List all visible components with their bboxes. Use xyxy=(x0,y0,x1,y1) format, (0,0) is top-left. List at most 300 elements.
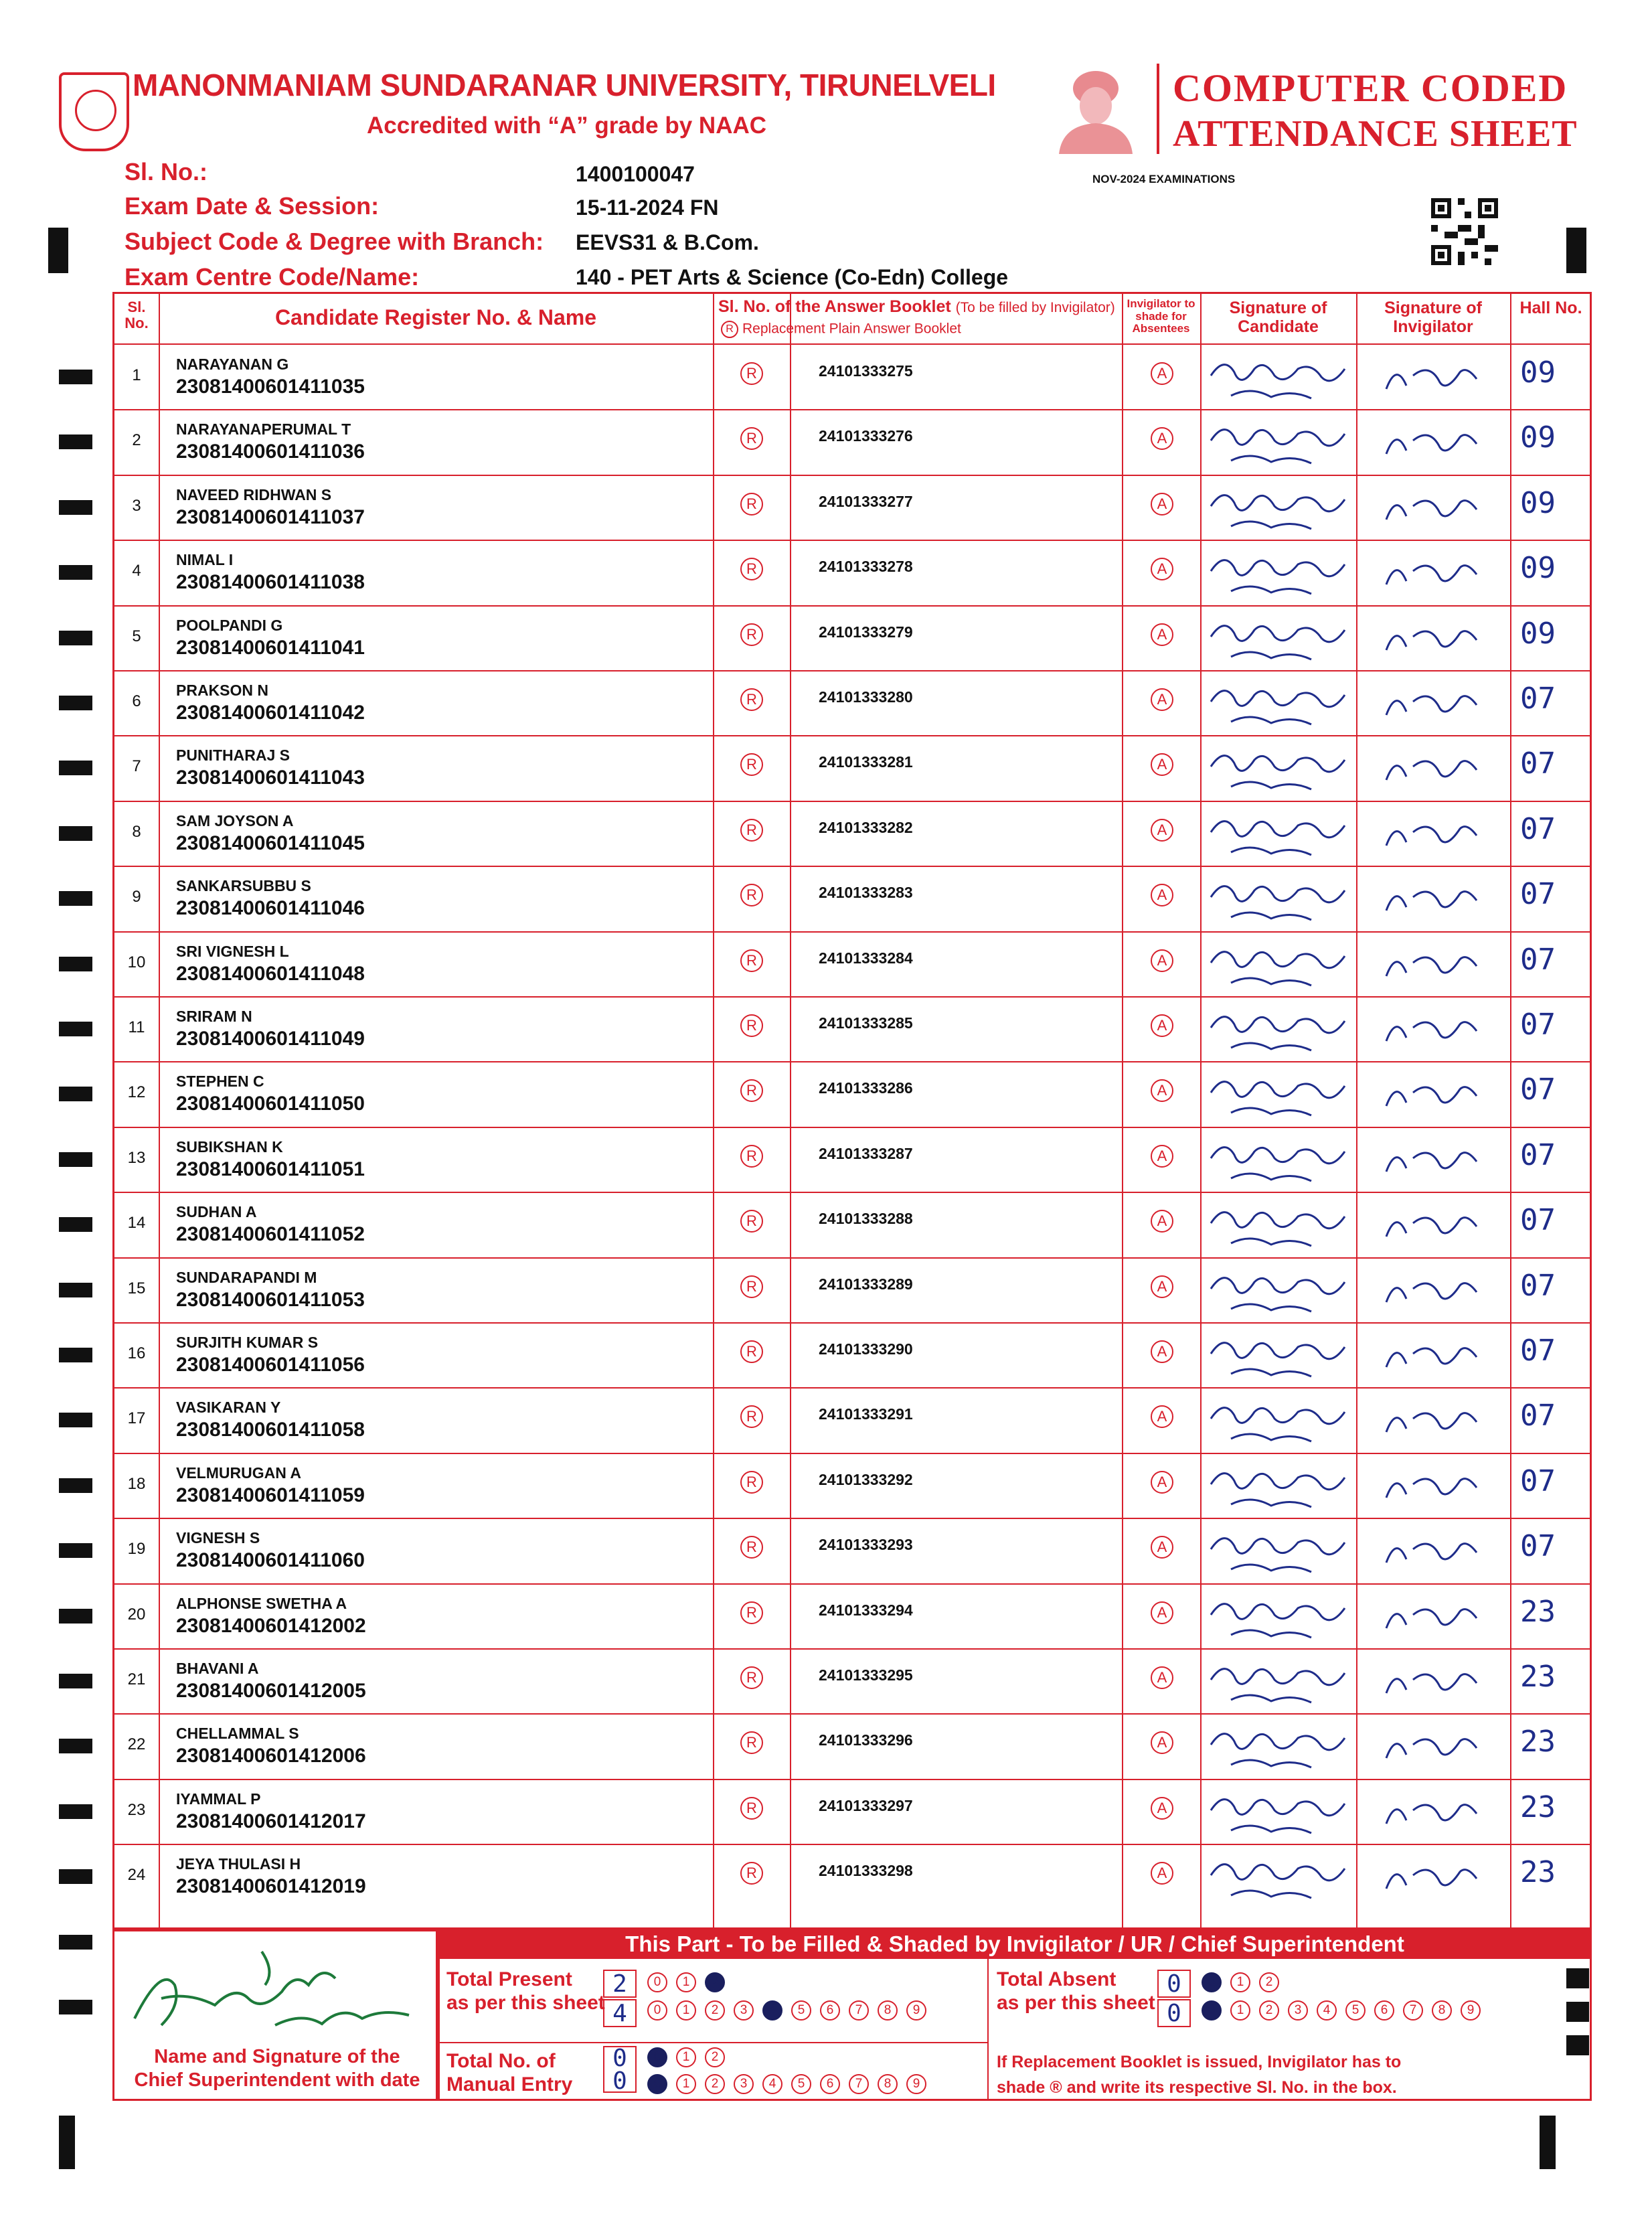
answer-booklet-no: 24101333288 xyxy=(819,1210,913,1228)
bubble-2[interactable]: 2 xyxy=(705,2047,725,2067)
absentee-bubble[interactable]: A xyxy=(1151,1340,1173,1363)
answer-booklet-no: 24101333283 xyxy=(819,884,913,902)
absentee-bubble[interactable]: A xyxy=(1151,1471,1173,1494)
hall-no: 23 xyxy=(1520,1725,1556,1759)
table-row xyxy=(114,1258,1590,1323)
row-sl-no: 15 xyxy=(127,1279,146,1297)
bubble-3[interactable]: 3 xyxy=(734,2000,754,2021)
invigilator-signature xyxy=(1366,1653,1500,1711)
hall-no: 09 xyxy=(1520,355,1556,390)
invigilator-signature xyxy=(1366,1001,1500,1058)
candidate-signature xyxy=(1204,1392,1351,1449)
row-sl-no: 1 xyxy=(132,366,141,384)
candidate-name: POOLPANDI G xyxy=(176,616,283,634)
replacement-bubble[interactable]: R xyxy=(740,1731,763,1754)
replacement-bubble[interactable]: R xyxy=(740,1536,763,1559)
total-present-tens-bubbles[interactable] xyxy=(647,1972,734,1992)
answer-booklet-no: 24101333293 xyxy=(819,1536,913,1554)
university-name: MANONMANIAM SUNDARANAR UNIVERSITY, TIRUNELVELI xyxy=(133,68,996,102)
candidate-name: CHELLAMMAL S xyxy=(176,1725,299,1743)
absentee-bubble[interactable]: A xyxy=(1151,1601,1173,1624)
subject-label: Subject Code & Degree with Branch: xyxy=(125,228,544,255)
bubble-0[interactable]: 0 xyxy=(647,1972,667,1992)
answer-booklet-no: 24101333282 xyxy=(819,818,913,836)
candidate-register-no: 23081400601411050 xyxy=(176,1093,365,1115)
total-present-digit-tens[interactable]: 2 xyxy=(603,1970,637,1998)
bubble-8[interactable]: 8 xyxy=(1432,2000,1452,2021)
invigilator-signature xyxy=(1366,1392,1500,1449)
header-hall-no: Hall No. xyxy=(1519,299,1582,317)
table-row xyxy=(114,606,1590,671)
invigilator-signature xyxy=(1366,610,1500,667)
bubble-0[interactable]: 0 xyxy=(1202,2000,1222,2021)
replacement-bubble[interactable]: R xyxy=(740,493,763,516)
candidate-signature xyxy=(1204,610,1351,667)
candidate-name: SRI VIGNESH L xyxy=(176,942,289,960)
absentee-bubble[interactable]: A xyxy=(1151,1210,1173,1233)
absentee-bubble[interactable]: A xyxy=(1151,1666,1173,1689)
row-sl-no: 12 xyxy=(127,1083,146,1102)
replacement-bubble[interactable]: R xyxy=(740,688,763,711)
candidate-name: SANKARSUBBU S xyxy=(176,877,311,895)
absentee-bubble[interactable]: A xyxy=(1151,1145,1173,1168)
bubble-4[interactable]: 4 xyxy=(762,2074,782,2094)
bubble-2[interactable]: 2 xyxy=(705,2000,725,2021)
row-sl-no: 8 xyxy=(132,822,141,841)
candidate-register-no: 23081400601411036 xyxy=(176,441,365,463)
candidate-register-no: 23081400601412006 xyxy=(176,1745,366,1767)
timing-mark xyxy=(59,1609,92,1624)
table-row xyxy=(114,1584,1590,1649)
bubble-0[interactable]: 0 xyxy=(1202,1972,1222,1992)
candidate-signature xyxy=(1204,1653,1351,1711)
qr-code xyxy=(1431,198,1498,265)
replacement-note: If Replacement Booklet is issued, Invigilator has to shade ® and write its respective Sl. No. in the box. xyxy=(997,2053,1402,2097)
candidate-name: BHAVANI A xyxy=(176,1660,259,1677)
total-present-units-bubbles[interactable] xyxy=(647,2000,935,2021)
candidate-register-no: 23081400601411051 xyxy=(176,1158,365,1180)
table-row xyxy=(114,801,1590,866)
candidate-signature xyxy=(1204,1718,1351,1775)
invigilator-signature xyxy=(1366,1848,1500,1906)
candidate-name: IYAMMAL P xyxy=(176,1790,261,1808)
replacement-bubble[interactable]: R xyxy=(740,1145,763,1168)
total-absent-digit-tens[interactable]: 0 xyxy=(1157,1970,1191,1998)
candidate-signature xyxy=(1204,740,1351,797)
total-present-digit-units[interactable]: 4 xyxy=(603,1999,637,2027)
row-sl-no: 4 xyxy=(132,562,141,580)
candidate-signature xyxy=(1204,870,1351,928)
candidate-register-no: 23081400601411059 xyxy=(176,1484,365,1506)
bubble-9[interactable]: 9 xyxy=(906,2000,926,2021)
manual-entry-digits[interactable]: 0 0 xyxy=(603,2046,637,2093)
absentee-bubble[interactable]: A xyxy=(1151,1862,1173,1885)
bubble-6[interactable]: 6 xyxy=(820,2000,840,2021)
bubble-0[interactable]: 0 xyxy=(647,2000,667,2021)
bubble-9[interactable]: 9 xyxy=(906,2074,926,2094)
bubble-0[interactable]: 0 xyxy=(647,2047,667,2067)
manual-entry-tens-bubbles[interactable] xyxy=(647,2047,734,2067)
table-row xyxy=(114,997,1590,1062)
answer-booklet-no: 24101333277 xyxy=(819,492,913,510)
invigilator-signature xyxy=(1366,544,1500,602)
absentee-bubble[interactable]: A xyxy=(1151,427,1173,450)
bubble-5[interactable]: 5 xyxy=(791,2074,811,2094)
absentee-bubble[interactable]: A xyxy=(1151,688,1173,711)
candidate-name: JEYA THULASI H xyxy=(176,1855,301,1873)
candidate-name: SUBIKSHAN K xyxy=(176,1137,283,1156)
row-sl-no: 2 xyxy=(132,431,141,450)
answer-booklet-no: 24101333278 xyxy=(819,558,913,576)
candidate-name: SUNDARAPANDI M xyxy=(176,1268,317,1286)
hall-no: 09 xyxy=(1520,485,1556,520)
sl-no-label: Sl. No.: xyxy=(125,158,208,185)
invigilator-section xyxy=(112,1929,1592,2102)
timing-mark xyxy=(59,1348,92,1362)
answer-booklet-no: 24101333284 xyxy=(819,949,913,967)
row-sl-no: 6 xyxy=(132,692,141,710)
hall-no: 07 xyxy=(1520,1399,1556,1433)
hall-no: 23 xyxy=(1520,1790,1556,1824)
timing-mark xyxy=(59,370,92,384)
hall-no: 07 xyxy=(1520,1463,1556,1498)
timing-mark xyxy=(59,1869,92,1884)
candidate-register-no: 23081400601411042 xyxy=(176,702,365,724)
bubble-2[interactable]: 2 xyxy=(1259,2000,1279,2021)
bubble-6[interactable]: 6 xyxy=(820,2074,840,2094)
timing-mark xyxy=(59,696,92,710)
invigilator-signature xyxy=(1366,1784,1500,1841)
candidate-name: VASIKARAN Y xyxy=(176,1399,281,1417)
timing-mark xyxy=(48,228,68,273)
manual-entry-units-bubbles[interactable] xyxy=(647,2074,935,2094)
answer-booklet-no: 24101333285 xyxy=(819,1014,913,1032)
candidate-register-no: 23081400601412017 xyxy=(176,1810,366,1832)
replacement-bubble[interactable]: R xyxy=(740,1014,763,1037)
candidate-signature xyxy=(1204,805,1351,863)
bubble-3[interactable]: 3 xyxy=(1288,2000,1308,2021)
table-row xyxy=(114,1062,1590,1127)
sl-no-value: 1400100047 xyxy=(576,162,695,186)
timing-mark xyxy=(59,1217,92,1232)
invigilator-signature xyxy=(1366,349,1500,406)
candidate-name: VELMURUGAN A xyxy=(176,1463,301,1482)
timing-mark xyxy=(59,434,92,449)
candidate-signature xyxy=(1204,675,1351,732)
replacement-bubble[interactable]: R xyxy=(740,1666,763,1689)
header-invigilator-shade: Invigilator to shade for Absentees xyxy=(1127,297,1195,335)
table-row xyxy=(114,1518,1590,1583)
chief-superintendent-label: Name and Signature of the Chief Superintendent with date xyxy=(134,2046,420,2091)
timing-mark xyxy=(59,1413,92,1427)
replacement-bubble[interactable]: R xyxy=(740,1210,763,1233)
bubble-6[interactable]: 6 xyxy=(1374,2000,1394,2021)
invigilator-signature xyxy=(1366,1131,1500,1189)
candidate-register-no: 23081400601411041 xyxy=(176,636,365,659)
portrait-image xyxy=(1052,62,1139,154)
candidate-register-no: 23081400601411052 xyxy=(176,1223,365,1246)
absentee-bubble[interactable]: A xyxy=(1151,819,1173,842)
timing-mark xyxy=(59,2116,75,2169)
absentee-bubble[interactable]: A xyxy=(1151,1014,1173,1037)
exam-date-value: 15-11-2024 FN xyxy=(576,195,719,220)
bubble-1[interactable]: 1 xyxy=(676,1972,696,1992)
candidate-register-no: 23081400601411049 xyxy=(176,1028,365,1050)
hall-no: 09 xyxy=(1520,616,1556,651)
invigilator-signature xyxy=(1366,870,1500,928)
invigilator-signature xyxy=(1366,1457,1500,1515)
timing-mark xyxy=(59,1087,92,1101)
bubble-1[interactable]: 1 xyxy=(1230,2000,1250,2021)
table-row xyxy=(114,410,1590,475)
answer-booklet-no: 24101333294 xyxy=(819,1601,913,1619)
total-absent-units-bubbles[interactable] xyxy=(1202,2000,1489,2021)
answer-booklet-no: 24101333287 xyxy=(819,1144,913,1162)
candidate-signature xyxy=(1204,414,1351,471)
bubble-4[interactable]: 4 xyxy=(762,2000,782,2021)
section-title-bar: This Part - To be Filled & Shaded by Invigilator / UR / Chief Superintendent xyxy=(438,1929,1592,1959)
bubble-3[interactable]: 3 xyxy=(734,2074,754,2094)
table-row xyxy=(114,1714,1590,1779)
chief-superintendent-signature xyxy=(121,1945,429,2039)
candidate-signature xyxy=(1204,479,1351,537)
table-row xyxy=(114,932,1590,997)
row-sl-no: 7 xyxy=(132,757,141,776)
candidate-signature xyxy=(1204,1196,1351,1254)
header-booklet: Sl. No. of the Answer Booklet (To be filled by Invigilator) xyxy=(718,297,1115,316)
candidate-name: PUNITHARAJ S xyxy=(176,746,290,765)
candidate-register-no: 23081400601411038 xyxy=(176,571,365,594)
invigilator-signature xyxy=(1366,805,1500,863)
table-row xyxy=(114,1844,1590,1909)
answer-booklet-no: 24101333297 xyxy=(819,1796,913,1814)
table-row xyxy=(114,345,1590,410)
bubble-1[interactable]: 1 xyxy=(676,2074,696,2094)
candidate-name: SUDHAN A xyxy=(176,1203,257,1221)
candidate-name: NIMAL I xyxy=(176,551,234,569)
candidate-register-no: 23081400601411043 xyxy=(176,767,365,789)
candidate-register-no: 23081400601411037 xyxy=(176,505,365,528)
absentee-bubble[interactable]: A xyxy=(1151,1405,1173,1428)
table-row xyxy=(114,671,1590,736)
hall-no: 07 xyxy=(1520,682,1556,716)
bubble-8[interactable]: 8 xyxy=(878,2000,898,2021)
candidate-signature xyxy=(1204,1784,1351,1841)
row-sl-no: 21 xyxy=(127,1670,146,1688)
candidate-name: PRAKSON N xyxy=(176,682,269,699)
replacement-bubble[interactable]: R xyxy=(740,427,763,450)
timing-mark xyxy=(59,1478,92,1493)
candidate-signature xyxy=(1204,1457,1351,1515)
table-row xyxy=(114,1323,1590,1388)
row-sl-no: 20 xyxy=(127,1605,146,1624)
timing-mark xyxy=(59,891,92,906)
bubble-7[interactable]: 7 xyxy=(849,2074,869,2094)
candidate-name: SRIRAM N xyxy=(176,1008,252,1025)
replacement-bubble[interactable]: R xyxy=(740,1275,763,1298)
row-sl-no: 11 xyxy=(128,1018,145,1036)
absentee-bubble[interactable]: A xyxy=(1151,558,1173,580)
replacement-bubble[interactable]: R xyxy=(740,1471,763,1494)
manual-entry-label: Total No. of Manual Entry xyxy=(446,2050,573,2095)
row-sl-no: 23 xyxy=(127,1800,146,1819)
row-sl-no: 3 xyxy=(132,496,141,515)
answer-booklet-no: 24101333279 xyxy=(819,623,913,641)
candidate-name: NARAYANAN G xyxy=(176,355,289,373)
candidate-register-no: 23081400601411045 xyxy=(176,832,365,854)
answer-booklet-no: 24101333292 xyxy=(819,1470,913,1488)
candidate-signature xyxy=(1204,1848,1351,1906)
candidate-signature xyxy=(1204,1066,1351,1123)
header-replacement: R Replacement Plain Answer Booklet xyxy=(713,321,1130,338)
hall-no: 09 xyxy=(1520,420,1556,455)
replacement-bubble[interactable]: R xyxy=(740,819,763,842)
hall-no: 07 xyxy=(1520,1073,1556,1107)
timing-mark xyxy=(59,2000,92,2014)
table-row xyxy=(114,1127,1590,1192)
hall-no: 23 xyxy=(1520,1594,1556,1629)
absentee-bubble[interactable]: A xyxy=(1151,884,1173,906)
answer-booklet-no: 24101333286 xyxy=(819,1079,913,1097)
absentee-bubble[interactable]: A xyxy=(1151,1536,1173,1559)
header-invigilator-signature: Signature of Invigilator xyxy=(1384,299,1482,336)
header-divider xyxy=(1157,64,1159,154)
table-row xyxy=(114,736,1590,801)
candidate-register-no: 23081400601412019 xyxy=(176,1875,366,1898)
exam-session-tag: NOV-2024 EXAMINATIONS xyxy=(1092,173,1236,185)
total-absent-digit-units[interactable]: 0 xyxy=(1157,1999,1191,2027)
candidate-signature xyxy=(1204,1262,1351,1320)
candidate-signature xyxy=(1204,936,1351,994)
invigilator-signature xyxy=(1366,936,1500,994)
hall-no: 07 xyxy=(1520,811,1556,846)
candidate-register-no: 23081400601412005 xyxy=(176,1680,366,1702)
answer-booklet-no: 24101333289 xyxy=(819,1275,913,1293)
table-row xyxy=(114,866,1590,931)
bubble-7[interactable]: 7 xyxy=(1403,2000,1423,2021)
candidate-register-no: 23081400601411056 xyxy=(176,1354,365,1376)
invigilator-signature xyxy=(1366,479,1500,537)
bubble-0[interactable]: 0 xyxy=(647,2074,667,2094)
absentee-bubble[interactable]: A xyxy=(1151,493,1173,516)
timing-mark xyxy=(59,1804,92,1819)
timing-mark xyxy=(1540,2116,1556,2169)
sheet-title-line1: COMPUTER CODED xyxy=(1173,66,1568,110)
absentee-bubble[interactable]: A xyxy=(1151,753,1173,776)
row-sl-no: 17 xyxy=(127,1409,146,1428)
answer-booklet-no: 24101333298 xyxy=(819,1862,913,1880)
answer-booklet-no: 24101333296 xyxy=(819,1731,913,1749)
table-row xyxy=(114,1649,1590,1714)
replacement-bubble[interactable]: R xyxy=(740,949,763,972)
timing-mark xyxy=(59,1022,92,1036)
bubble-5[interactable]: 5 xyxy=(791,2000,811,2021)
centre-value: 140 - PET Arts & Science (Co-Edn) College xyxy=(576,265,1009,289)
invigilator-signature xyxy=(1366,1588,1500,1646)
absentee-bubble[interactable]: A xyxy=(1151,1797,1173,1820)
row-sl-no: 10 xyxy=(127,953,146,971)
bubble-5[interactable]: 5 xyxy=(1345,2000,1366,2021)
bubble-1[interactable]: 1 xyxy=(1230,1972,1250,1992)
replacement-bubble[interactable]: R xyxy=(740,1405,763,1428)
invigilator-signature xyxy=(1366,1718,1500,1775)
replacement-bubble[interactable]: R xyxy=(740,362,763,385)
bubble-7[interactable]: 7 xyxy=(849,2000,869,2021)
replacement-bubble[interactable]: R xyxy=(740,1797,763,1820)
bubble-8[interactable]: 8 xyxy=(878,2074,898,2094)
timing-mark xyxy=(59,1935,92,1950)
answer-booklet-no: 24101333276 xyxy=(819,427,913,445)
replacement-bubble[interactable]: R xyxy=(740,558,763,580)
bubble-2[interactable]: 2 xyxy=(705,2074,725,2094)
hall-no: 07 xyxy=(1520,746,1556,781)
candidate-signature xyxy=(1204,1522,1351,1580)
replacement-bubble[interactable]: R xyxy=(740,1340,763,1363)
invigilator-signature xyxy=(1366,740,1500,797)
replacement-bubble[interactable]: R xyxy=(740,1862,763,1885)
table-row xyxy=(114,475,1590,540)
bubble-9[interactable]: 9 xyxy=(1461,2000,1481,2021)
accreditation-text: Accredited with “A” grade by NAAC xyxy=(367,112,767,139)
timing-mark xyxy=(59,1152,92,1167)
timing-mark xyxy=(59,1543,92,1558)
invigilator-signature xyxy=(1366,1327,1500,1384)
bubble-1[interactable]: 1 xyxy=(676,2000,696,2021)
invigilator-signature xyxy=(1366,675,1500,732)
candidate-name: SURJITH KUMAR S xyxy=(176,1334,319,1351)
timing-mark xyxy=(59,500,92,515)
answer-booklet-no: 24101333275 xyxy=(819,362,913,380)
replacement-bubble[interactable]: R xyxy=(740,1079,763,1102)
hall-no: 07 xyxy=(1520,1008,1556,1042)
absentee-bubble[interactable]: A xyxy=(1151,1079,1173,1102)
candidate-signature xyxy=(1204,1327,1351,1384)
replacement-bubble[interactable]: R xyxy=(740,1601,763,1624)
candidate-register-no: 23081400601411053 xyxy=(176,1288,365,1311)
table-row xyxy=(114,1453,1590,1518)
header-candidate-signature: Signature of Candidate xyxy=(1229,299,1327,336)
absentee-bubble[interactable]: A xyxy=(1151,623,1173,646)
absentee-bubble[interactable]: A xyxy=(1151,1731,1173,1754)
absentee-bubble[interactable]: A xyxy=(1151,1275,1173,1298)
replacement-bubble[interactable]: R xyxy=(740,623,763,646)
hall-no: 07 xyxy=(1520,942,1556,977)
hall-no: 07 xyxy=(1520,1334,1556,1368)
absentee-bubble[interactable]: A xyxy=(1151,362,1173,385)
candidate-name: ALPHONSE SWETHA A xyxy=(176,1594,347,1612)
bubble-2[interactable]: 2 xyxy=(1259,1972,1279,1992)
total-absent-tens-bubbles[interactable] xyxy=(1202,1972,1288,1992)
replacement-bubble[interactable]: R xyxy=(740,753,763,776)
table-row xyxy=(114,540,1590,605)
total-present-label: Total Present as per this sheet xyxy=(446,1968,605,2014)
candidate-register-no: 23081400601411048 xyxy=(176,962,365,985)
hall-no: 07 xyxy=(1520,877,1556,912)
bubble-1[interactable]: 1 xyxy=(676,2047,696,2067)
absentee-bubble[interactable]: A xyxy=(1151,949,1173,972)
timing-mark xyxy=(59,1283,92,1297)
university-logo xyxy=(59,72,129,151)
bubble-4[interactable]: 4 xyxy=(1317,2000,1337,2021)
replacement-bubble[interactable]: R xyxy=(740,884,763,906)
invigilator-signature xyxy=(1366,1262,1500,1320)
timing-mark xyxy=(59,826,92,841)
bubble-2[interactable]: 2 xyxy=(705,1972,725,1992)
hall-no: 09 xyxy=(1520,551,1556,586)
exam-date-label: Exam Date & Session: xyxy=(125,192,380,220)
table-row xyxy=(114,1779,1590,1844)
row-sl-no: 22 xyxy=(127,1735,146,1754)
